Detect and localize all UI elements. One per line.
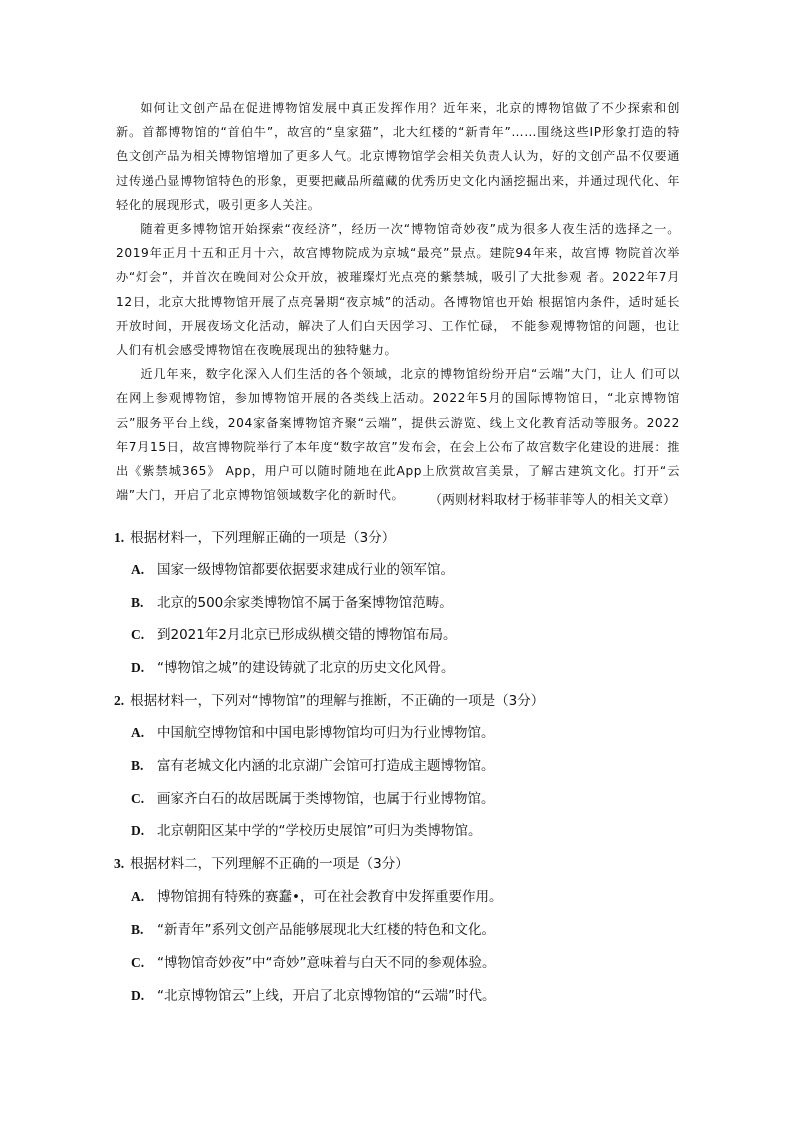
option-letter: A. bbox=[131, 725, 145, 740]
reading-passage bbox=[116, 96, 680, 507]
option-text: “博物馆之城”的建设铸就了北京的历史文化风骨。 bbox=[157, 660, 455, 676]
option-text: 北京朝阳区某中学的“学校历史展馆”可归为类博物馆。 bbox=[157, 823, 482, 839]
question-3-stem bbox=[114, 852, 409, 872]
question-1-option-b bbox=[131, 591, 453, 611]
question-1-stem bbox=[114, 526, 395, 546]
option-letter: A. bbox=[131, 889, 145, 904]
option-letter: B. bbox=[131, 758, 144, 773]
option-text: 北京的500余家类博物馆不属于备案博物馆范畴。 bbox=[157, 595, 453, 611]
option-text: “新青年”系列文创产品能够展现北大红楼的特色和文化。 bbox=[157, 922, 495, 938]
question-1-option-a bbox=[131, 558, 454, 578]
question-1-option-c bbox=[131, 623, 456, 643]
option-text: 画家齐白石的故居既属于类博物馆，也属于行业博物馆。 bbox=[157, 791, 495, 807]
option-letter: D. bbox=[131, 823, 145, 838]
option-text: 到2021年2月北京已形成纵横交错的博物馆布局。 bbox=[157, 627, 457, 643]
question-2-stem bbox=[114, 689, 544, 709]
question-number: 2. bbox=[114, 693, 125, 708]
option-letter: C. bbox=[131, 791, 145, 806]
passage-paragraph: 近几年来，数字化深入人们生活的各个领域，北京的博物馆纷纷开启“云端”大门，让人 们可以在网上参观博物馆，参加博物馆开展的各类线上活动。2022年5月的国际博物馆日，“北京博物馆云”服务平台上线，204家备案博物馆齐聚“云端”，提供云游览、线上文化教育活动等服务。2022年7月15日，故宫博物院举行了本年度“数字故宫”发布会，在会上公布了故宫数字化建设的进展：推出《紫禁城365》 App，用户可以随时随地在此App上欣赏故宫美景，了解古建筑文化。打开“云端”大门，开启了北京博物馆领域数字化的新时代。 bbox=[116, 367, 680, 503]
question-number: 1. bbox=[114, 530, 125, 545]
option-letter: D. bbox=[131, 660, 145, 675]
passage-source: （两则材料取材于杨菲菲等人的相关文章） bbox=[428, 493, 676, 508]
passage-paragraph: 如何让文创产品在促进博物馆发展中真正发挥作用？近年来，北京的博物馆做了不少探索和创新。首都博物馆的“首伯牛”，故宫的“皇家猫”，北大红楼的“新青年”……围绕这些IP形象打造的特色文创产品为相关博物馆增加了更多人气。北京博物馆学会相关负责人认为，好的文创产品不仅要通过传递凸显博物馆特色的形象，更要把藏品所蕴藏的优秀历史文化内涵挖掘出来，并通过现代化、年轻化的展现形式，吸引更多人关注。 bbox=[116, 101, 680, 212]
question-3-option-c bbox=[131, 951, 495, 971]
question-3-option-b bbox=[131, 918, 495, 938]
question-2-option-d bbox=[131, 819, 482, 839]
option-letter: D. bbox=[131, 988, 145, 1003]
question-2-option-a bbox=[131, 721, 495, 741]
question-1-option-d bbox=[131, 656, 455, 676]
option-text: 国家一级博物馆都要依据要求建成行业的领军馆。 bbox=[157, 562, 454, 578]
option-letter: B. bbox=[131, 922, 144, 937]
option-text: 富有老城文化内涵的北京湖广会馆可打造成主题博物馆。 bbox=[157, 758, 495, 774]
option-letter: C. bbox=[131, 627, 145, 642]
option-letter: A. bbox=[131, 562, 145, 577]
question-text: 根据材料一，下列对“博物馆”的理解与推断，不正确的一项是（3分） bbox=[130, 693, 545, 709]
question-3-option-a bbox=[131, 885, 502, 905]
option-text: “博物馆奇妙夜”中“奇妙”意味着与白天不同的参观体验。 bbox=[157, 955, 496, 971]
passage-paragraph: 随着更多博物馆开始探索“夜经济”，经历一次“博物馆奇妙夜”成为很多人夜生活的选择之一。2019年正月十五和正月十六，故宫博物院成为京城“最亮”景点。建院94年来，故宫博 物院首次举办“灯会”，并首次在晚间对公众开放，被璀璨灯光点亮的紫禁城，吸引了大批参观 者。2022年7月12日，北京大批博物馆开展了点亮暑期“夜京城”的活动。各博物馆也开始 根据馆内条件，适时延长开放时间，开展夜场文化活动，解决了人们白天因学习、工作忙碌， 不能参观博物馆的问题，也让人们有机会感受博物馆在夜晚展现出的独特魅力。 bbox=[116, 222, 680, 358]
question-text: 根据材料二，下列理解不正确的一项是（3分） bbox=[130, 856, 409, 872]
question-2-option-c bbox=[131, 787, 495, 807]
option-text: “北京博物馆云”上线，开启了北京博物馆的“云端”时代。 bbox=[157, 988, 496, 1004]
question-number: 3. bbox=[114, 856, 125, 871]
question-text: 根据材料一，下列理解正确的一项是（3分） bbox=[130, 530, 396, 546]
option-letter: C. bbox=[131, 955, 145, 970]
option-letter: B. bbox=[131, 595, 144, 610]
option-text: 博物馆拥有特殊的赛蠢•，可在社会教育中发挥重要作用。 bbox=[157, 889, 503, 905]
question-2-option-b bbox=[131, 754, 495, 774]
question-3-option-d bbox=[131, 984, 495, 1004]
option-text: 中国航空博物馆和中国电影博物馆均可归为行业博物馆。 bbox=[157, 725, 495, 741]
